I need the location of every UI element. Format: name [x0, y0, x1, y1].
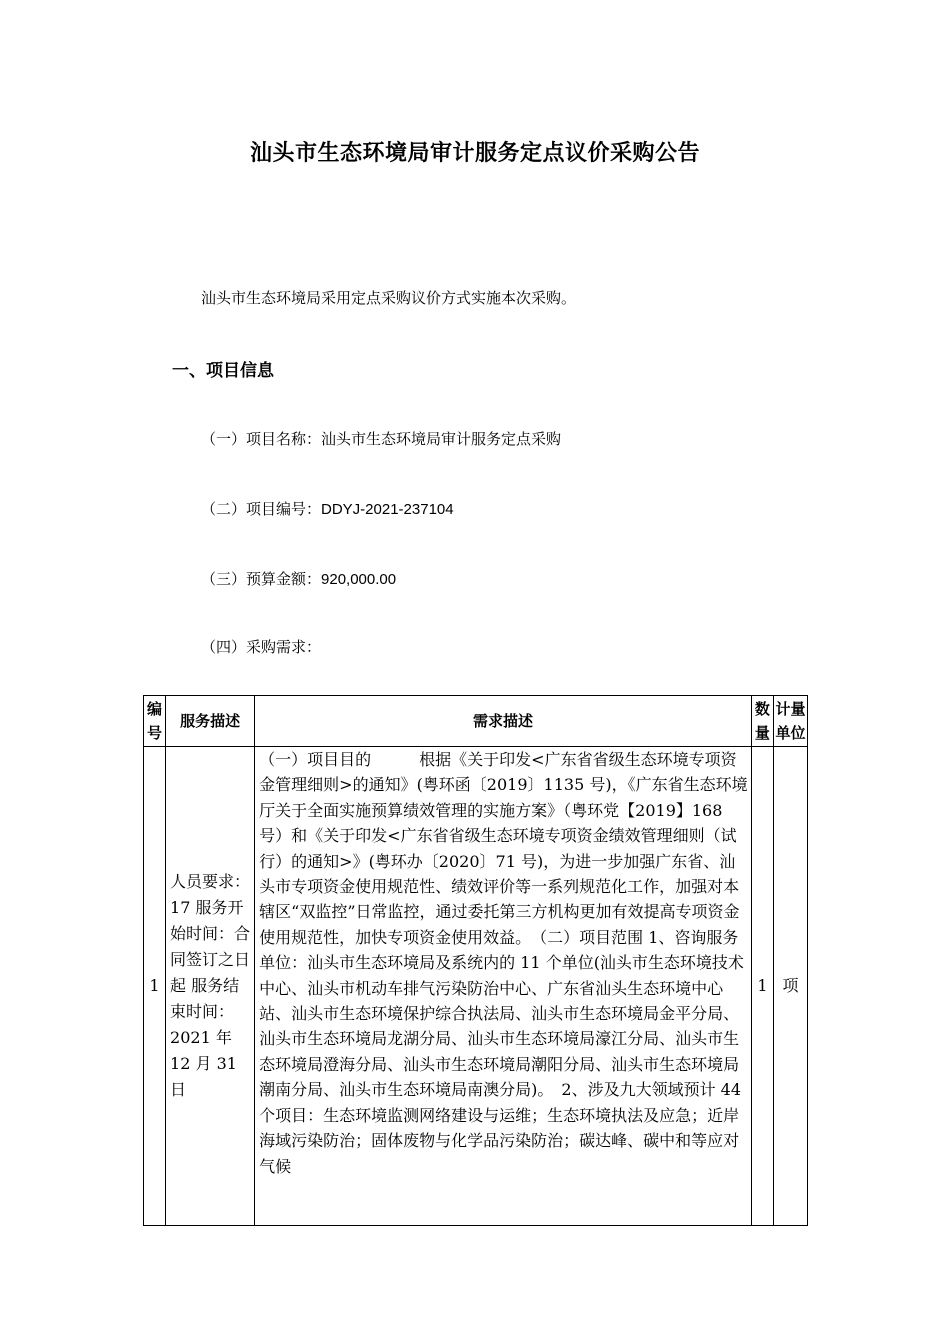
- table-row: [144, 747, 808, 1226]
- page-title: 汕头市生态环境局审计服务定点议价采购公告: [249, 141, 700, 166]
- intro-paragraph: 汕头市生态环境局采用定点采购议价方式实施本次采购。: [201, 289, 577, 307]
- project-name-line: [201, 428, 561, 449]
- project-code-value: DDYJ-2021-237104: [321, 501, 454, 518]
- requirements-table: [143, 695, 808, 1226]
- header-qty: 数量: [751, 696, 773, 747]
- cell-qty: 1: [751, 747, 773, 1226]
- budget-value: 920,000.00: [321, 571, 397, 588]
- cell-desc: [255, 747, 752, 1226]
- header-unit: 计量单位: [773, 696, 807, 747]
- requirements-line: [201, 636, 321, 657]
- header-service: 服务描述: [166, 696, 255, 747]
- project-code-line: [201, 498, 454, 519]
- cell-desc-text: （一）项目目的 根据《关于印发<广东省省级生态环境专项资金管理细则>的通知》(粤环函〔2019〕1135 号)，《广东省生态环境厅关于全面实施预算绩效管理的实施方案》（粤环党【2019】168 号）和《关于印发<广东省省级生态环境专项资金绩效管理细则（试行）的通知>》(粤环办〔2020〕71 号)，为进一步加强广东省、汕头市专项资金使用规范性、绩效评价等一系列规范化工作，加强对本辖区“双监控”日常监控，通过委托第三方机构更加有效提高专项资金使用规范性，加快专项资金使用效益。 （二）项目范围 1、咨询服务单位：汕头市生态环境局及系统内的 11 个单位(汕头市生态环境技术中心、汕头市机动车排气污染防治中心、广东省汕头生态环境中心站、汕头市生态环境保护综合执法局、汕头市生态环境局金平分局、汕头市生态环境局龙湖分局、汕头市生态环境局濠江分局、汕头市生态环境局澄海分局、汕头市生态环境局潮阳分局、汕头市生态环境局潮南分局、汕头市生态环境局南澳分局)。 2、涉及九大领域预计 44 个项目：生态环境监测网络建设与运维；生态环境执法及应急；近岸海域污染防治；固体废物与化学品污染防治；碳达峰、碳中和等应对气候: [259, 750, 748, 1176]
- cell-unit: 项: [773, 747, 807, 1226]
- requirements-label: （四）采购需求：: [201, 638, 322, 656]
- header-no: 编号: [144, 696, 166, 747]
- project-name-label: （一）项目名称：: [201, 430, 322, 448]
- cell-service: 人员要求：17 服务开始时间：合同签订之日起 服务结束时间：2021 年 12 月 31 日: [166, 747, 255, 1226]
- budget-label: （三）预算金额：: [201, 570, 322, 588]
- table-header-row: [144, 696, 808, 747]
- section-heading-project-info: 一、项目信息: [172, 361, 274, 381]
- header-desc: 需求描述: [255, 696, 752, 747]
- project-code-label: （二）项目编号：: [201, 500, 322, 518]
- budget-line: [201, 568, 396, 589]
- project-name-value: 汕头市生态环境局审计服务定点采购: [321, 430, 562, 448]
- cell-no: 1: [144, 747, 166, 1226]
